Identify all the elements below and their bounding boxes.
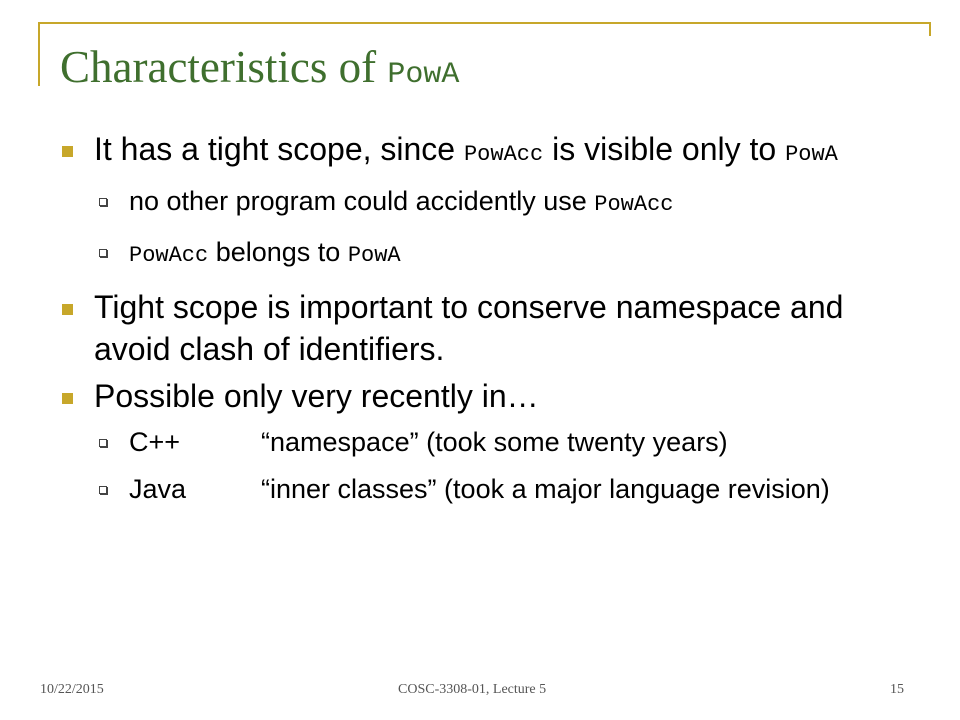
- sub-bullet-text: no other program could accidently use: [129, 186, 595, 216]
- code-term: PowA: [785, 142, 838, 167]
- bullet-text: It has a tight scope, since: [94, 131, 464, 167]
- square-bullet-icon: [62, 146, 73, 157]
- hollow-square-bullet-icon: [99, 486, 107, 494]
- bullet-item: [60, 286, 920, 370]
- slide-title-text: Characteristics of: [60, 42, 388, 92]
- language-feature-text: “inner classes” (took a major language revision): [261, 474, 830, 504]
- square-bullet-icon: [62, 304, 73, 315]
- language-name: C++: [129, 427, 181, 457]
- frame-left-line: [38, 22, 40, 86]
- bullet-item: [60, 128, 920, 273]
- bullet-list: [60, 128, 920, 519]
- sub-bullet-item: [94, 472, 920, 506]
- square-bullet-icon: [62, 393, 73, 404]
- code-term: PowAcc: [463, 142, 544, 167]
- code-term: PowAcc: [129, 243, 209, 268]
- page-number: 15: [890, 682, 904, 697]
- bullet-item: [60, 375, 920, 506]
- language-name: Java: [129, 474, 187, 504]
- sub-bullet-item: [94, 184, 920, 222]
- sub-bullet-text: belongs to: [208, 237, 348, 267]
- bullet-text: Possible only very recently in…: [94, 378, 539, 414]
- bullet-text: is visible only to: [543, 131, 786, 167]
- frame-right-tick: [929, 22, 931, 36]
- footer-course: COSC-3308-01, Lecture 5: [398, 682, 547, 697]
- footer-date: 10/22/2015: [40, 682, 104, 697]
- bullet-text: Tight scope is important to conserve namespace and avoid clash of identifiers.: [94, 289, 844, 367]
- slide-title: [60, 40, 459, 102]
- hollow-square-bullet-icon: [99, 249, 107, 257]
- code-term: PowA: [347, 243, 401, 268]
- hollow-square-bullet-icon: [99, 439, 107, 447]
- code-term: PowAcc: [594, 192, 674, 217]
- sub-bullet-item: [94, 425, 920, 459]
- language-feature-text: “namespace” (took some twenty years): [261, 427, 728, 457]
- slide-title-code: PowA: [387, 58, 460, 92]
- sub-bullet-item: [94, 235, 920, 273]
- sub-bullet-list: [94, 425, 920, 506]
- hollow-square-bullet-icon: [99, 198, 107, 206]
- frame-top-line: [38, 22, 931, 24]
- sub-bullet-list: [94, 184, 920, 273]
